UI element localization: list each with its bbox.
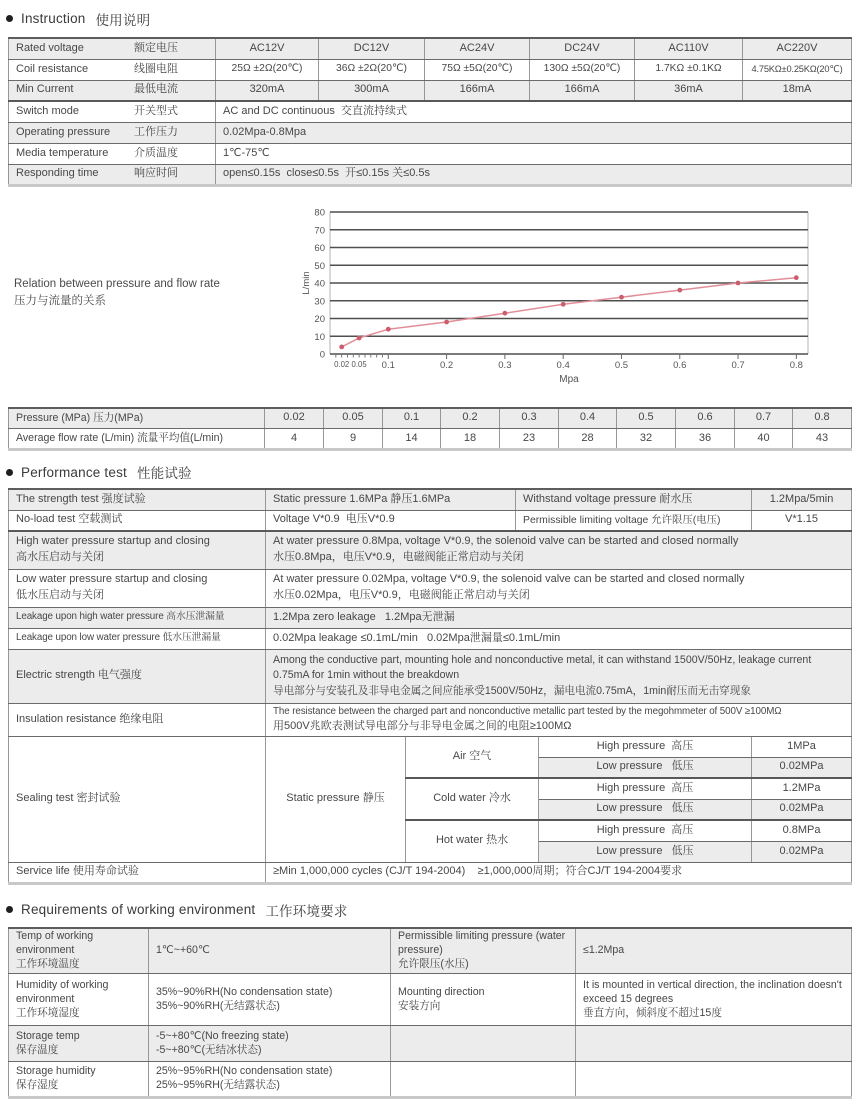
row-label	[9, 80, 216, 101]
table-cell	[266, 703, 852, 736]
table-row	[9, 1026, 852, 1062]
row-label-en: Switch mode	[16, 104, 79, 117]
row-label-en: Low water pressure startup and closing	[16, 573, 208, 586]
cell-text-en: ≤1.2Mpa	[583, 943, 625, 956]
row-label: Leakage upon low water pressure 低水压泄漏量	[9, 628, 266, 649]
section-title-zh: 性能试验	[137, 466, 192, 481]
table-cell: Static pressure 1.6MPa 静压1.6MPa	[266, 489, 516, 510]
data-point	[503, 310, 508, 315]
row-label-zh: 高水压启动与关闭	[16, 551, 104, 564]
x-tick-label: 0.6	[673, 359, 687, 371]
table-cell	[266, 649, 852, 703]
table-row	[9, 101, 852, 122]
cell-text-en: At water pressure 0.8Mpa, voltage V*0.9, the solenoid valve can be started and closed normally	[273, 535, 739, 548]
row-label	[9, 59, 216, 80]
row-label	[9, 974, 149, 1026]
row-label-en: High water pressure startup and closing	[16, 535, 210, 548]
x-tick-label: 0.02	[334, 359, 350, 369]
table-row	[9, 628, 852, 649]
y-tick-label: 40	[314, 278, 325, 289]
table-cell: 9	[324, 429, 383, 450]
cell-text-zh: 35%~90%RH(无结露状态)	[156, 999, 280, 1012]
pressure-flow-chart	[8, 204, 851, 397]
table-cell	[149, 974, 391, 1026]
row-label: Service life 使用寿命试验	[9, 862, 266, 883]
sealing-value-cell: 1MPa	[752, 736, 852, 757]
table-cell: 0.05	[324, 408, 383, 429]
row-label	[9, 143, 216, 164]
x-tick-label: 0.2	[439, 359, 454, 371]
row-label-en: Temp of working environment	[16, 929, 94, 956]
row-label-zh: 安装方向	[398, 999, 441, 1012]
table-row	[9, 649, 852, 703]
table-cell: 166mA	[425, 80, 530, 101]
row-label-en: Permissible limiting pressure (water pressure)	[398, 929, 566, 956]
table-row	[9, 143, 852, 164]
section-heading-instruction	[6, 0, 855, 28]
table-cell: AC12V	[216, 38, 319, 59]
row-label	[9, 164, 216, 185]
row-label-en: Coil resistance	[16, 62, 89, 75]
table-row	[9, 974, 852, 1026]
table-row	[9, 59, 852, 80]
cell-text-en: 35%~90%RH(No condensation state)	[156, 985, 333, 998]
cell-text-zh: -5~+80℃(无结冰状态)	[156, 1043, 262, 1056]
table-cell: 300mA	[319, 80, 425, 101]
table-cell: 1.7KΩ ±0.1KΩ	[635, 59, 743, 80]
row-label	[9, 122, 216, 143]
sealing-media-cell: Air 空气	[406, 736, 539, 778]
cell-text-zh: 用500V兆欧表测试导电部分与非导电金属之间的电阻≥100MΩ	[273, 719, 572, 732]
cell-text-en: -5~+80℃(No freezing state)	[156, 1029, 289, 1042]
row-label: Average flow rate (L/min) 流量平均值(L/min)	[9, 429, 265, 450]
table-cell: Permissible limiting voltage 允许限压(电压)	[516, 510, 752, 531]
x-tick-label: 0.05	[351, 359, 367, 369]
cell-text-en: It is mounted in vertical direction, the inclination doesn't exceed 15 degrees	[583, 978, 842, 1005]
row-label: Electric strength 电气强度	[9, 649, 266, 703]
row-label: Leakage upon high water pressure 高水压泄漏量	[9, 607, 266, 628]
bullet-icon	[6, 906, 13, 913]
y-tick-label: 30	[314, 295, 325, 307]
section-heading-environment	[6, 900, 855, 920]
y-tick-label: 50	[314, 260, 325, 272]
row-label: Insulation resistance 绝缘电阻	[9, 703, 266, 736]
cell-text-zh: 25%~95%RH(无结露状态)	[156, 1079, 280, 1092]
table-cell	[149, 1026, 391, 1062]
row-label-en: Mounting direction	[398, 985, 485, 998]
x-tick-label: 0.8	[789, 359, 803, 371]
table-row	[9, 164, 852, 185]
data-point	[677, 287, 682, 292]
data-point	[357, 335, 362, 340]
y-tick-label: 80	[314, 207, 325, 218]
table-cell: Withstand voltage pressure 耐水压	[516, 489, 752, 510]
table-cell: ≥Min 1,000,000 cycles (CJ/T 194-2004) ≥1,000,000周期；符合CJ/T 194-2004要求	[266, 862, 852, 883]
table-cell: 28	[559, 429, 617, 450]
row-label-zh: 额定电压	[134, 41, 178, 54]
table-cell: 1.2Mpa zero leakage 1.2Mpa无泄漏	[266, 607, 852, 628]
table-row	[9, 122, 852, 143]
table-row	[9, 489, 852, 510]
row-label-en: Media temperature	[16, 146, 109, 159]
sealing-value-cell: 0.8MPa	[752, 820, 852, 841]
table-cell: AC110V	[635, 38, 743, 59]
sealing-value-cell: 1.2MPa	[752, 778, 852, 799]
table-row	[9, 510, 852, 531]
row-label-en: Rated voltage	[16, 41, 84, 54]
table-cell: AC24V	[425, 38, 530, 59]
table-cell: 18	[441, 429, 500, 450]
table-cell: DC24V	[530, 38, 635, 59]
sealing-static-cell: Static pressure 静压	[266, 736, 406, 862]
row-label-zh: 线圈电阻	[134, 62, 178, 75]
row-label-zh: 允许限压(水压)	[398, 957, 469, 970]
table-cell: 0.6	[676, 408, 735, 429]
table-cell: 0.8	[793, 408, 852, 429]
table-cell: 0.02Mpa leakage ≤0.1mL/min 0.02Mpa泄漏量≤0.1mL/min	[266, 628, 852, 649]
cell-text-en: The resistance between the charged part and nonconductive metallic part tested by the megohmmeter of 500V ≥100MΩ	[273, 705, 782, 717]
row-label	[9, 1026, 149, 1062]
y-tick-label: 0	[319, 349, 325, 360]
table-cell	[576, 974, 852, 1026]
table-row	[9, 429, 852, 450]
instruction-table	[8, 37, 852, 187]
chart-caption-en: Relation between pressure and flow rate	[14, 277, 220, 290]
section-title-en: Instruction	[21, 11, 86, 26]
row-label: Pressure (MPa) 压力(MPa)	[9, 408, 265, 429]
sealing-level-cell: High pressure 高压	[539, 736, 752, 757]
table-cell	[149, 1062, 391, 1098]
cell-text-zh: 水压0.02Mpa，电压V*0.9，电磁阀能正常启动与关闭	[273, 589, 530, 601]
x-tick-label: 0.5	[614, 359, 629, 371]
table-cell: 0.1	[383, 408, 441, 429]
table-row	[9, 928, 852, 974]
y-tick-label: 20	[314, 313, 325, 325]
data-point	[619, 294, 624, 299]
table-cell: 0.02Mpa-0.8Mpa	[216, 122, 852, 143]
row-label: No-load test 空载测试	[9, 510, 266, 531]
cell-text-zh: 水压0.8Mpa，电压V*0.9，电磁阀能正常启动与关闭	[273, 551, 524, 564]
section-title-zh: 工作环境要求	[265, 903, 348, 919]
sealing-media-cell: Cold water 冷水	[406, 778, 539, 820]
sealing-media-cell: Hot water 热水	[406, 820, 539, 862]
table-cell: 0.5	[617, 408, 676, 429]
table-cell: 43	[793, 429, 852, 450]
row-label-zh: 工作环境湿度	[16, 1006, 80, 1019]
data-point	[386, 326, 391, 331]
y-tick-label: 10	[314, 331, 325, 343]
table-cell: 1.2Mpa/5min	[752, 489, 852, 510]
row-label: Sealing test 密封试验	[9, 736, 266, 862]
data-point	[736, 280, 741, 285]
sealing-level-cell: Low pressure 低压	[539, 841, 752, 862]
sealing-level-cell: High pressure 高压	[539, 778, 752, 799]
table-cell: 40	[735, 429, 793, 450]
sealing-level-cell: Low pressure 低压	[539, 799, 752, 820]
table-row	[9, 703, 852, 736]
table-cell: 75Ω ±5Ω(20℃)	[425, 59, 530, 80]
table-row	[9, 408, 852, 429]
cell-text-en: 1℃~+60℃	[156, 943, 210, 956]
row-label-en: Operating pressure	[16, 125, 111, 138]
table-cell: 320mA	[216, 80, 319, 101]
table-cell: AC and DC continuous 交直流持续式	[216, 101, 852, 122]
cell-text-zh: 导电部分与安装孔及非导电金属之间应能承受1500V/50Hz，漏电电流0.75mA，1min耐压而无击穿现象	[273, 684, 751, 697]
table-row	[9, 736, 852, 757]
data-point	[794, 275, 799, 280]
sealing-level-cell: High pressure 高压	[539, 820, 752, 841]
sealing-value-cell: 0.02MPa	[752, 757, 852, 778]
row-label-en: Min Current	[16, 83, 74, 96]
x-tick-label: 0.7	[731, 359, 745, 371]
sealing-level-cell: Low pressure 低压	[539, 757, 752, 778]
table-cell: 0.4	[559, 408, 617, 429]
sealing-value-cell: 0.02MPa	[752, 841, 852, 862]
cell-text-en: Among the conductive part, mounting hole and nonconductive metal, it can withstand 1500V/50Hz, leakage current 0.75mA for 1min without the breakdown	[273, 653, 812, 682]
table-cell	[149, 928, 391, 974]
cell-text-en: At water pressure 0.02Mpa, voltage V*0.9, the solenoid valve can be started and closed normally	[273, 573, 745, 586]
row-label	[9, 928, 149, 974]
row-label-en: Storage humidity	[16, 1065, 96, 1078]
bullet-icon	[6, 15, 13, 22]
y-tick-label: 60	[314, 242, 325, 254]
row-label-zh: 工作压力	[134, 125, 178, 138]
line-chart-svg	[300, 204, 851, 397]
table-cell: DC12V	[319, 38, 425, 59]
table-cell: 36	[676, 429, 735, 450]
table-cell: 25Ω ±2Ω(20℃)	[216, 59, 319, 80]
table-cell: AC220V	[743, 38, 852, 59]
table-cell: 166mA	[530, 80, 635, 101]
table-cell	[576, 1026, 852, 1062]
section-title-zh: 使用说明	[95, 12, 151, 28]
cell-text-en: 25%~95%RH(No condensation state)	[156, 1065, 333, 1078]
table-cell	[266, 531, 852, 569]
table-cell	[576, 1062, 852, 1098]
table-cell: Voltage V*0.9 电压V*0.9	[266, 510, 516, 531]
table-cell	[391, 1026, 576, 1062]
row-label	[9, 38, 216, 59]
table-row	[9, 1062, 852, 1098]
chart-caption-zh: 压力与流量的关系	[14, 295, 106, 308]
bullet-icon	[6, 469, 13, 476]
row-label	[391, 928, 576, 974]
row-label	[9, 101, 216, 122]
x-axis-label: Mpa	[559, 373, 579, 385]
environment-table	[8, 927, 852, 1099]
table-cell	[576, 928, 852, 974]
row-label	[9, 531, 266, 569]
table-cell: 1℃-75℃	[216, 143, 852, 164]
row-label-en: Storage temp	[16, 1029, 80, 1042]
cell-text-zh: 垂直方向，倾斜度不超过15度	[583, 1006, 722, 1019]
table-cell: V*1.15	[752, 510, 852, 531]
table-cell: 36Ω ±2Ω(20℃)	[319, 59, 425, 80]
table-cell: open≤0.15s close≤0.5s 开≤0.15s 关≤0.5s	[216, 164, 852, 185]
table-cell	[266, 569, 852, 607]
row-label-zh: 工作环境温度	[16, 957, 80, 970]
section-title-en: Requirements of working environment	[21, 902, 256, 918]
chart-caption	[14, 276, 220, 312]
y-tick-label: 70	[314, 224, 325, 236]
row-label-en: Humidity of working environment	[16, 978, 109, 1005]
row-label-zh: 保存湿度	[16, 1079, 59, 1092]
table-cell: 130Ω ±5Ω(20℃)	[530, 59, 635, 80]
table-cell: 14	[383, 429, 441, 450]
data-point	[339, 344, 344, 349]
x-tick-label: 0.1	[381, 359, 395, 371]
table-cell: 0.7	[735, 408, 793, 429]
performance-table	[8, 488, 852, 885]
y-axis-label: L/min	[301, 270, 312, 295]
row-label	[9, 1062, 149, 1098]
table-cell: 4.75KΩ±0.25KΩ(20℃)	[743, 59, 852, 80]
pressure-flow-table	[8, 407, 852, 452]
table-cell: 0.3	[500, 408, 559, 429]
table-cell: 32	[617, 429, 676, 450]
table-row	[9, 862, 852, 883]
table-cell	[391, 1062, 576, 1098]
row-label	[391, 974, 576, 1026]
table-row	[9, 607, 852, 628]
row-label-zh: 介质温度	[134, 146, 178, 159]
row-label-zh: 保存温度	[16, 1043, 59, 1056]
row-label-en: Responding time	[16, 167, 99, 180]
table-row	[9, 38, 852, 59]
table-cell: 18mA	[743, 80, 852, 101]
row-label-zh: 响应时间	[134, 167, 178, 180]
table-row	[9, 80, 852, 101]
sealing-value-cell: 0.02MPa	[752, 799, 852, 820]
table-cell: 0.02	[265, 408, 324, 429]
x-tick-label: 0.4	[556, 359, 570, 371]
row-label	[9, 569, 266, 607]
table-row	[9, 531, 852, 569]
section-title-en: Performance test	[21, 464, 127, 480]
row-label-zh: 最低电流	[134, 83, 178, 96]
table-row	[9, 569, 852, 607]
table-cell: 0.2	[441, 408, 500, 429]
table-cell: 36mA	[635, 80, 743, 101]
row-label-zh: 开关型式	[134, 104, 178, 117]
data-point	[444, 319, 449, 324]
row-label-zh: 低水压启动与关闭	[16, 589, 104, 601]
row-label: The strength test 强度试验	[9, 489, 266, 510]
table-cell: 23	[500, 429, 559, 450]
table-cell: 4	[265, 429, 324, 450]
data-point	[561, 301, 566, 306]
x-tick-label: 0.3	[498, 359, 512, 371]
section-heading-performance	[6, 462, 855, 482]
